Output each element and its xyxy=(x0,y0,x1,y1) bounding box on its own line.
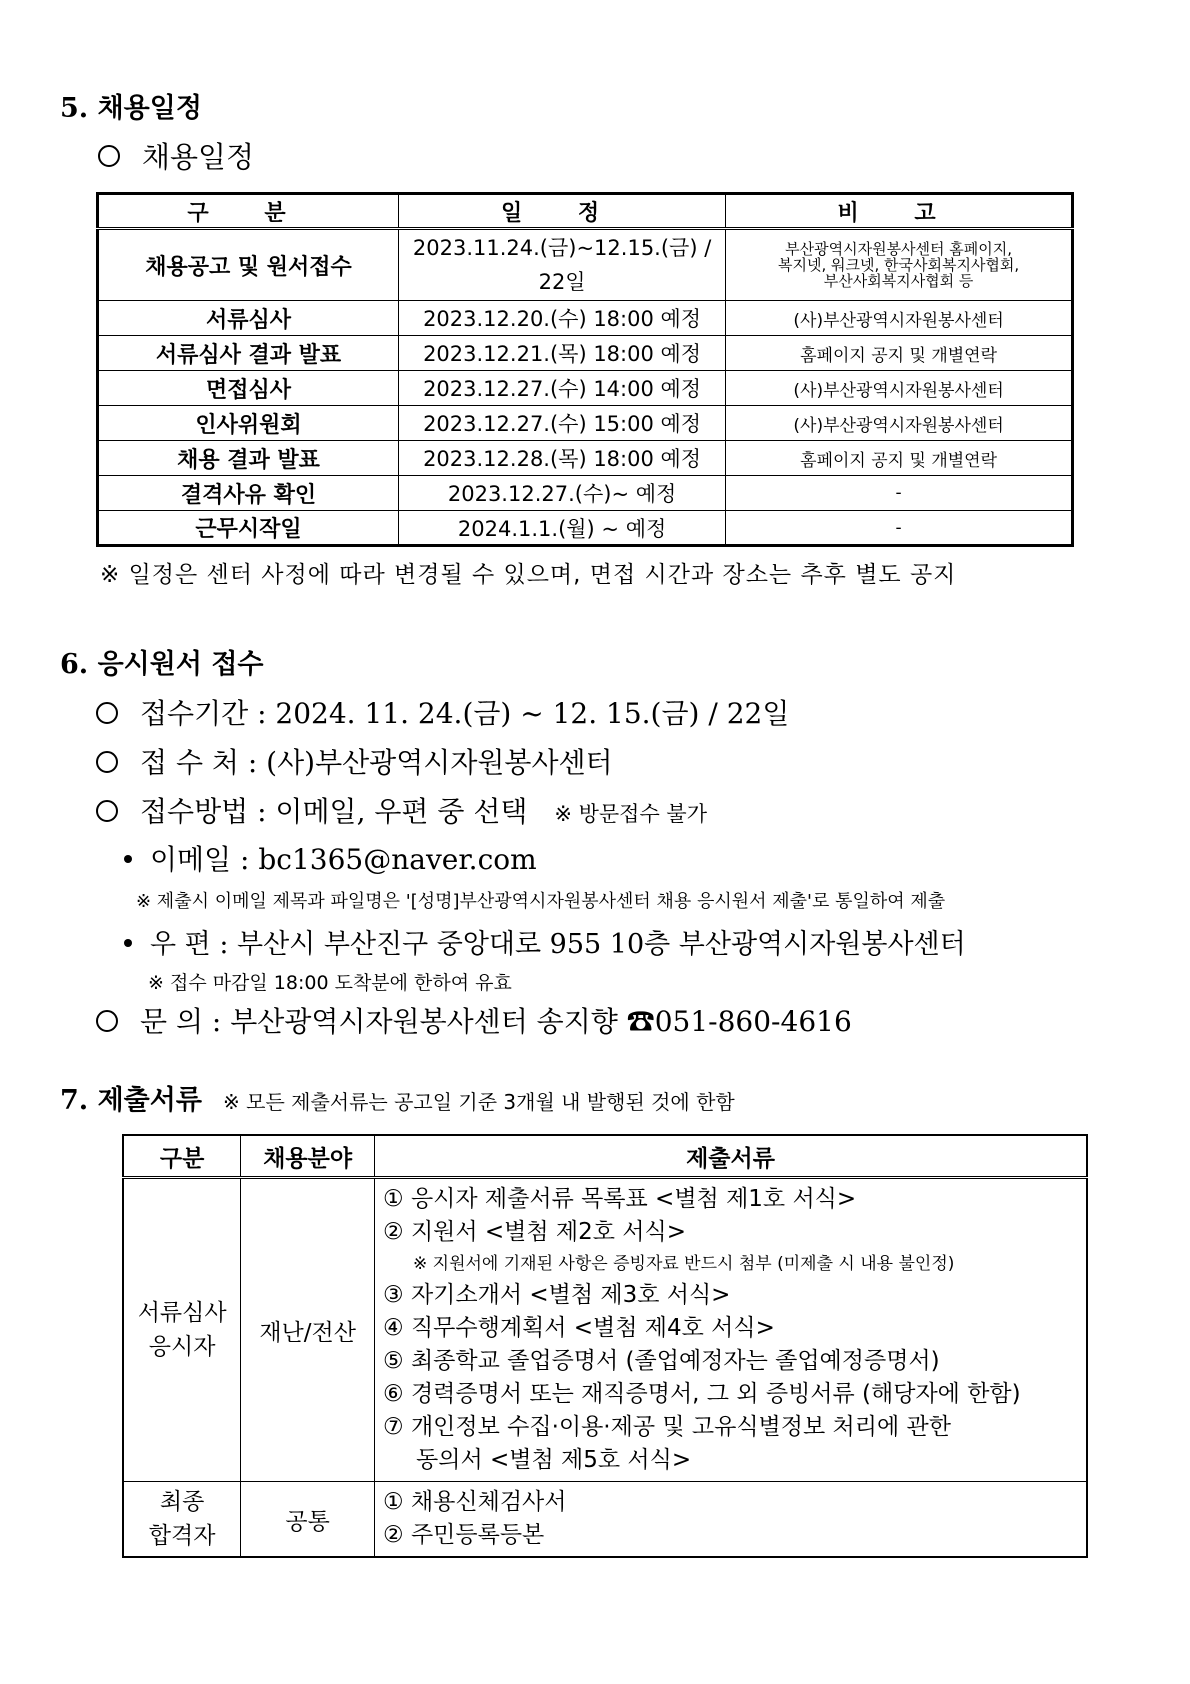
table-row xyxy=(98,301,1073,336)
docs-list xyxy=(375,1178,1087,1482)
schedule-date: 2023.12.28.(목) 18:00 예정 xyxy=(398,441,725,476)
schedule-note: 홈페이지 공지 및 개별연락 xyxy=(726,336,1073,371)
schedule-note: - xyxy=(726,476,1073,511)
docs-group: 최종 합격자 xyxy=(123,1482,241,1558)
list-item: 동의서 <별첨 제5호 서식> xyxy=(416,1447,692,1473)
list-item: ③ 자기소개서 <별첨 제3호 서식> xyxy=(383,1282,731,1308)
dot-bullet-icon xyxy=(124,855,132,863)
documents-table xyxy=(122,1134,1088,1558)
dot-bullet-icon xyxy=(124,939,132,947)
schedule-date: 2023.11.24.(금)~12.15.(금) / 22일 xyxy=(398,229,725,301)
docs-header-docs: 제출서류 xyxy=(375,1135,1087,1178)
schedule-note: (사)부산광역시자원봉사센터 xyxy=(726,406,1073,441)
post-line: 우 편 : 부산시 부산진구 중앙대로 955 10층 부산광역시자원봉사센터 xyxy=(124,922,966,961)
list-item: ⑤ 최종학교 졸업증명서 (졸업예정자는 졸업예정증명서) xyxy=(383,1348,940,1374)
application-place: 접 수 처 : (사)부산광역시자원봉사센터 xyxy=(96,741,613,781)
docs-field: 공통 xyxy=(241,1482,375,1558)
table-row xyxy=(123,1482,1087,1558)
method-note: ※ 방문접수 불가 xyxy=(554,802,707,826)
schedule-note: - xyxy=(726,511,1073,546)
post-note: ※ 접수 마감일 18:00 도착분에 한하여 유효 xyxy=(148,972,512,994)
schedule-date: 2024.1.1.(월) ~ 예정 xyxy=(398,511,725,546)
section6-heading: 6. 응시원서 접수 xyxy=(60,649,264,680)
schedule-header-item: 구 분 xyxy=(98,194,399,229)
schedule-item: 근무시작일 xyxy=(98,511,399,546)
section5-subheading: 채용일정 xyxy=(98,135,254,176)
list-item-note: ※ 지원서에 기재된 사항은 증빙자료 반드시 첨부 (미제출 시 내용 불인정) xyxy=(413,1254,955,1274)
circle-bullet-icon xyxy=(96,1010,118,1032)
section7-title-line xyxy=(60,1078,735,1117)
application-method: 접수방법 : 이메일, 우편 중 선택 ※ 방문접수 불가 xyxy=(96,790,707,830)
docs-field: 재난/전산 xyxy=(241,1178,375,1482)
schedule-header-date: 일 정 xyxy=(398,194,725,229)
schedule-date: 2023.12.20.(수) 18:00 예정 xyxy=(398,301,725,336)
list-item: ⑥ 경력증명서 또는 재직증명서, 그 외 증빙서류 (해당자에 한함) xyxy=(383,1381,1021,1407)
table-row xyxy=(98,441,1073,476)
list-item: ① 응시자 제출서류 목록표 <별첨 제1호 서식> xyxy=(383,1186,857,1212)
list-item: ② 지원서 <별첨 제2호 서식> xyxy=(383,1219,687,1245)
circle-bullet-icon xyxy=(98,145,120,167)
section5-heading: 5. 채용일정 xyxy=(60,93,202,124)
docs-group: 서류심사 응시자 xyxy=(123,1178,241,1482)
email-note: ※ 제출시 이메일 제목과 파일명은 '[성명]부산광역시자원봉사센터 채용 응시원서 제출'로 통일하여 제출 xyxy=(136,891,946,912)
schedule-date: 2023.12.21.(목) 18:00 예정 xyxy=(398,336,725,371)
list-item: ⑦ 개인정보 수집·이용·제공 및 고유식별정보 처리에 관한 xyxy=(383,1414,951,1440)
email-line: 이메일 : bc1365@naver.com xyxy=(124,838,537,878)
table-row xyxy=(98,476,1073,511)
table-row xyxy=(98,511,1073,546)
section7-note: ※ 모든 제출서류는 공고일 기준 3개월 내 발행된 것에 한함 xyxy=(223,1090,735,1114)
circle-bullet-icon xyxy=(96,800,118,822)
table-row xyxy=(98,229,1073,301)
schedule-footnote: ※ 일정은 센터 사정에 따라 변경될 수 있으며, 면접 시간과 장소는 추후 별도 공지 xyxy=(100,562,957,588)
section7-heading: 7. 제출서류 xyxy=(60,1085,202,1116)
schedule-date: 2023.12.27.(수) 14:00 예정 xyxy=(398,371,725,406)
docs-list xyxy=(375,1482,1087,1558)
schedule-item: 채용 결과 발표 xyxy=(98,441,399,476)
application-period: 접수기간 : 2024. 11. 24.(금) ~ 12. 15.(금) / 22일 xyxy=(96,692,789,732)
schedule-header-note: 비 고 xyxy=(726,194,1073,229)
table-row xyxy=(123,1178,1087,1482)
table-row xyxy=(98,371,1073,406)
schedule-item: 인사위원회 xyxy=(98,406,399,441)
list-item: ① 채용신체검사서 xyxy=(383,1489,567,1515)
schedule-table xyxy=(96,192,1074,547)
list-item: ② 주민등록등본 xyxy=(383,1522,545,1548)
list-item: ④ 직무수행계획서 <별첨 제4호 서식> xyxy=(383,1315,775,1341)
docs-header-field: 채용분야 xyxy=(241,1135,375,1178)
circle-bullet-icon xyxy=(96,702,118,724)
schedule-note: (사)부산광역시자원봉사센터 xyxy=(726,301,1073,336)
schedule-date: 2023.12.27.(수)~ 예정 xyxy=(398,476,725,511)
schedule-item: 서류심사 결과 발표 xyxy=(98,336,399,371)
docs-header-group: 구분 xyxy=(123,1135,241,1178)
schedule-note: 부산광역시자원봉사센터 홈페이지, 복지넷, 워크넷, 한국사회복지사협회, 부산사회복지사협회 등 xyxy=(726,229,1073,301)
table-row xyxy=(98,336,1073,371)
schedule-item: 서류심사 xyxy=(98,301,399,336)
schedule-item: 채용공고 및 원서접수 xyxy=(98,229,399,301)
schedule-item: 면접심사 xyxy=(98,371,399,406)
schedule-date: 2023.12.27.(수) 15:00 예정 xyxy=(398,406,725,441)
schedule-note: (사)부산광역시자원봉사센터 xyxy=(726,371,1073,406)
circle-bullet-icon xyxy=(96,751,118,773)
table-row xyxy=(98,406,1073,441)
schedule-item: 결격사유 확인 xyxy=(98,476,399,511)
schedule-note: 홈페이지 공지 및 개별연락 xyxy=(726,441,1073,476)
contact-line: 문 의 : 부산광역시자원봉사센터 송지향 ☎051-860-4616 xyxy=(96,1000,852,1040)
